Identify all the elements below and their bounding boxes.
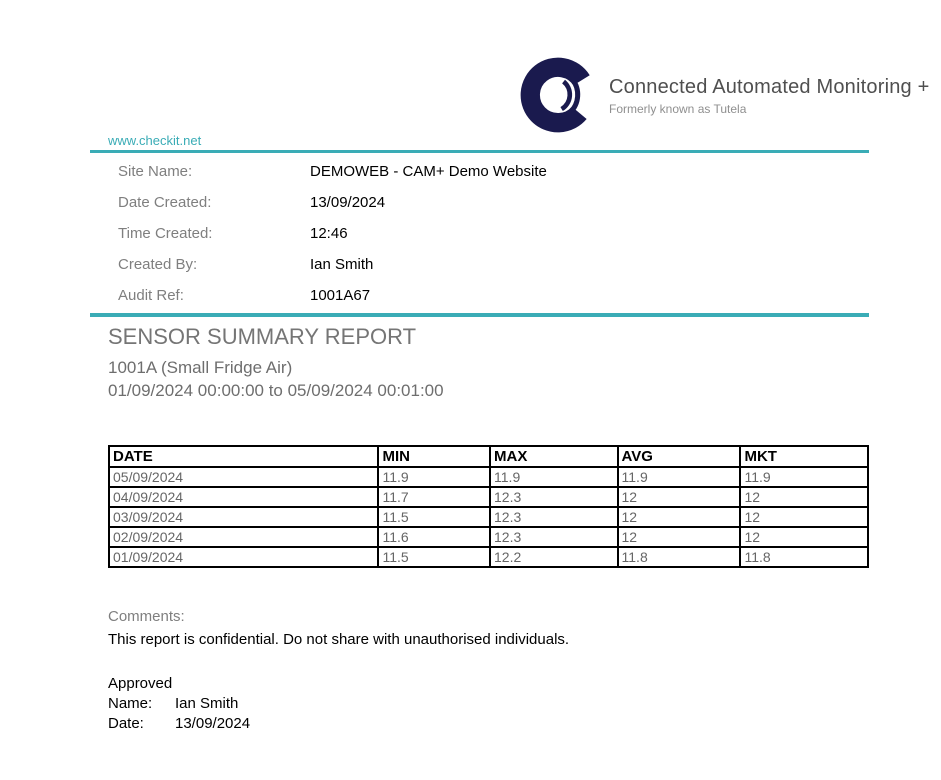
cell-max: 12.3 <box>490 527 618 547</box>
table-header-max: MAX <box>490 446 618 467</box>
table-header-date: DATE <box>109 446 378 467</box>
approval-date-value: 13/09/2024 <box>175 715 251 732</box>
cell-max: 12.2 <box>490 547 618 567</box>
report-heading <box>108 324 444 402</box>
meta-label: Time Created: <box>118 225 213 242</box>
approval-section <box>108 674 250 734</box>
cell-max: 11.9 <box>490 467 618 487</box>
brand-subtitle: Formerly known as Tutela <box>609 102 747 116</box>
meta-value: DEMOWEB - CAM+ Demo Website <box>310 163 547 180</box>
cell-min: 11.5 <box>378 547 490 567</box>
meta-label: Site Name: <box>118 163 193 180</box>
cell-date: 04/09/2024 <box>109 487 378 507</box>
table-row <box>109 527 868 547</box>
cell-avg: 11.9 <box>618 467 741 487</box>
comments-section <box>108 608 569 648</box>
table-row <box>109 487 868 507</box>
comments-label: Comments: <box>108 608 185 625</box>
cell-date: 03/09/2024 <box>109 507 378 527</box>
cell-mkt: 11.9 <box>740 467 868 487</box>
cell-min: 11.5 <box>378 507 490 527</box>
meta-value: Ian Smith <box>310 256 374 273</box>
cell-mkt: 12 <box>740 527 868 547</box>
cell-mkt: 12 <box>740 487 868 507</box>
table-header-avg: AVG <box>618 446 741 467</box>
table-header-mkt: MKT <box>740 446 868 467</box>
meta-row-audit-ref <box>118 287 547 318</box>
cell-min: 11.7 <box>378 487 490 507</box>
table-header-min: MIN <box>378 446 490 467</box>
meta-row-time-created <box>118 225 547 256</box>
meta-label: Date Created: <box>118 194 212 211</box>
brand-logo-text <box>609 74 930 116</box>
table-header-row <box>109 446 868 467</box>
approval-name-value: Ian Smith <box>175 695 239 712</box>
brand-title: Connected Automated Monitoring + <box>609 76 930 98</box>
divider-top <box>90 150 869 153</box>
cell-mkt: 11.8 <box>740 547 868 567</box>
meta-row-created-by <box>118 256 547 287</box>
approval-date-row <box>108 714 250 734</box>
report-meta <box>118 163 547 318</box>
meta-row-date-created <box>118 194 547 225</box>
approval-title: Approved <box>108 675 173 692</box>
table-row <box>109 547 868 567</box>
approval-date-label: Date: <box>108 715 144 732</box>
sensor-name: 1001A (Small Fridge Air) <box>108 358 293 377</box>
cell-min: 11.9 <box>378 467 490 487</box>
cell-date: 01/09/2024 <box>109 547 378 567</box>
cell-max: 12.3 <box>490 507 618 527</box>
report-date-range: 01/09/2024 00:00:00 to 05/09/2024 00:01:00 <box>108 381 444 400</box>
meta-row-site-name <box>118 163 547 194</box>
website-link[interactable]: www.checkit.net <box>108 133 202 148</box>
meta-value: 13/09/2024 <box>310 194 386 211</box>
meta-label: Audit Ref: <box>118 287 184 304</box>
table-row <box>109 467 868 487</box>
approval-name-label: Name: <box>108 695 153 712</box>
cell-max: 12.3 <box>490 487 618 507</box>
cell-date: 05/09/2024 <box>109 467 378 487</box>
cell-avg: 12 <box>618 507 741 527</box>
cell-avg: 11.8 <box>618 547 741 567</box>
table-row <box>109 507 868 527</box>
approval-name-row <box>108 694 250 714</box>
cell-avg: 12 <box>618 527 741 547</box>
brand-logo <box>516 53 930 137</box>
sensor-summary-table <box>108 445 869 568</box>
comments-text: This report is confidential. Do not share with unauthorised individuals. <box>108 631 570 648</box>
cell-min: 11.6 <box>378 527 490 547</box>
report-title: SENSOR SUMMARY REPORT <box>108 324 417 349</box>
cell-avg: 12 <box>618 487 741 507</box>
meta-value: 12:46 <box>310 225 348 242</box>
cell-date: 02/09/2024 <box>109 527 378 547</box>
meta-label: Created By: <box>118 256 198 273</box>
meta-value: 1001A67 <box>310 287 371 304</box>
cell-mkt: 12 <box>740 507 868 527</box>
cam-plus-logo-icon <box>516 53 600 137</box>
